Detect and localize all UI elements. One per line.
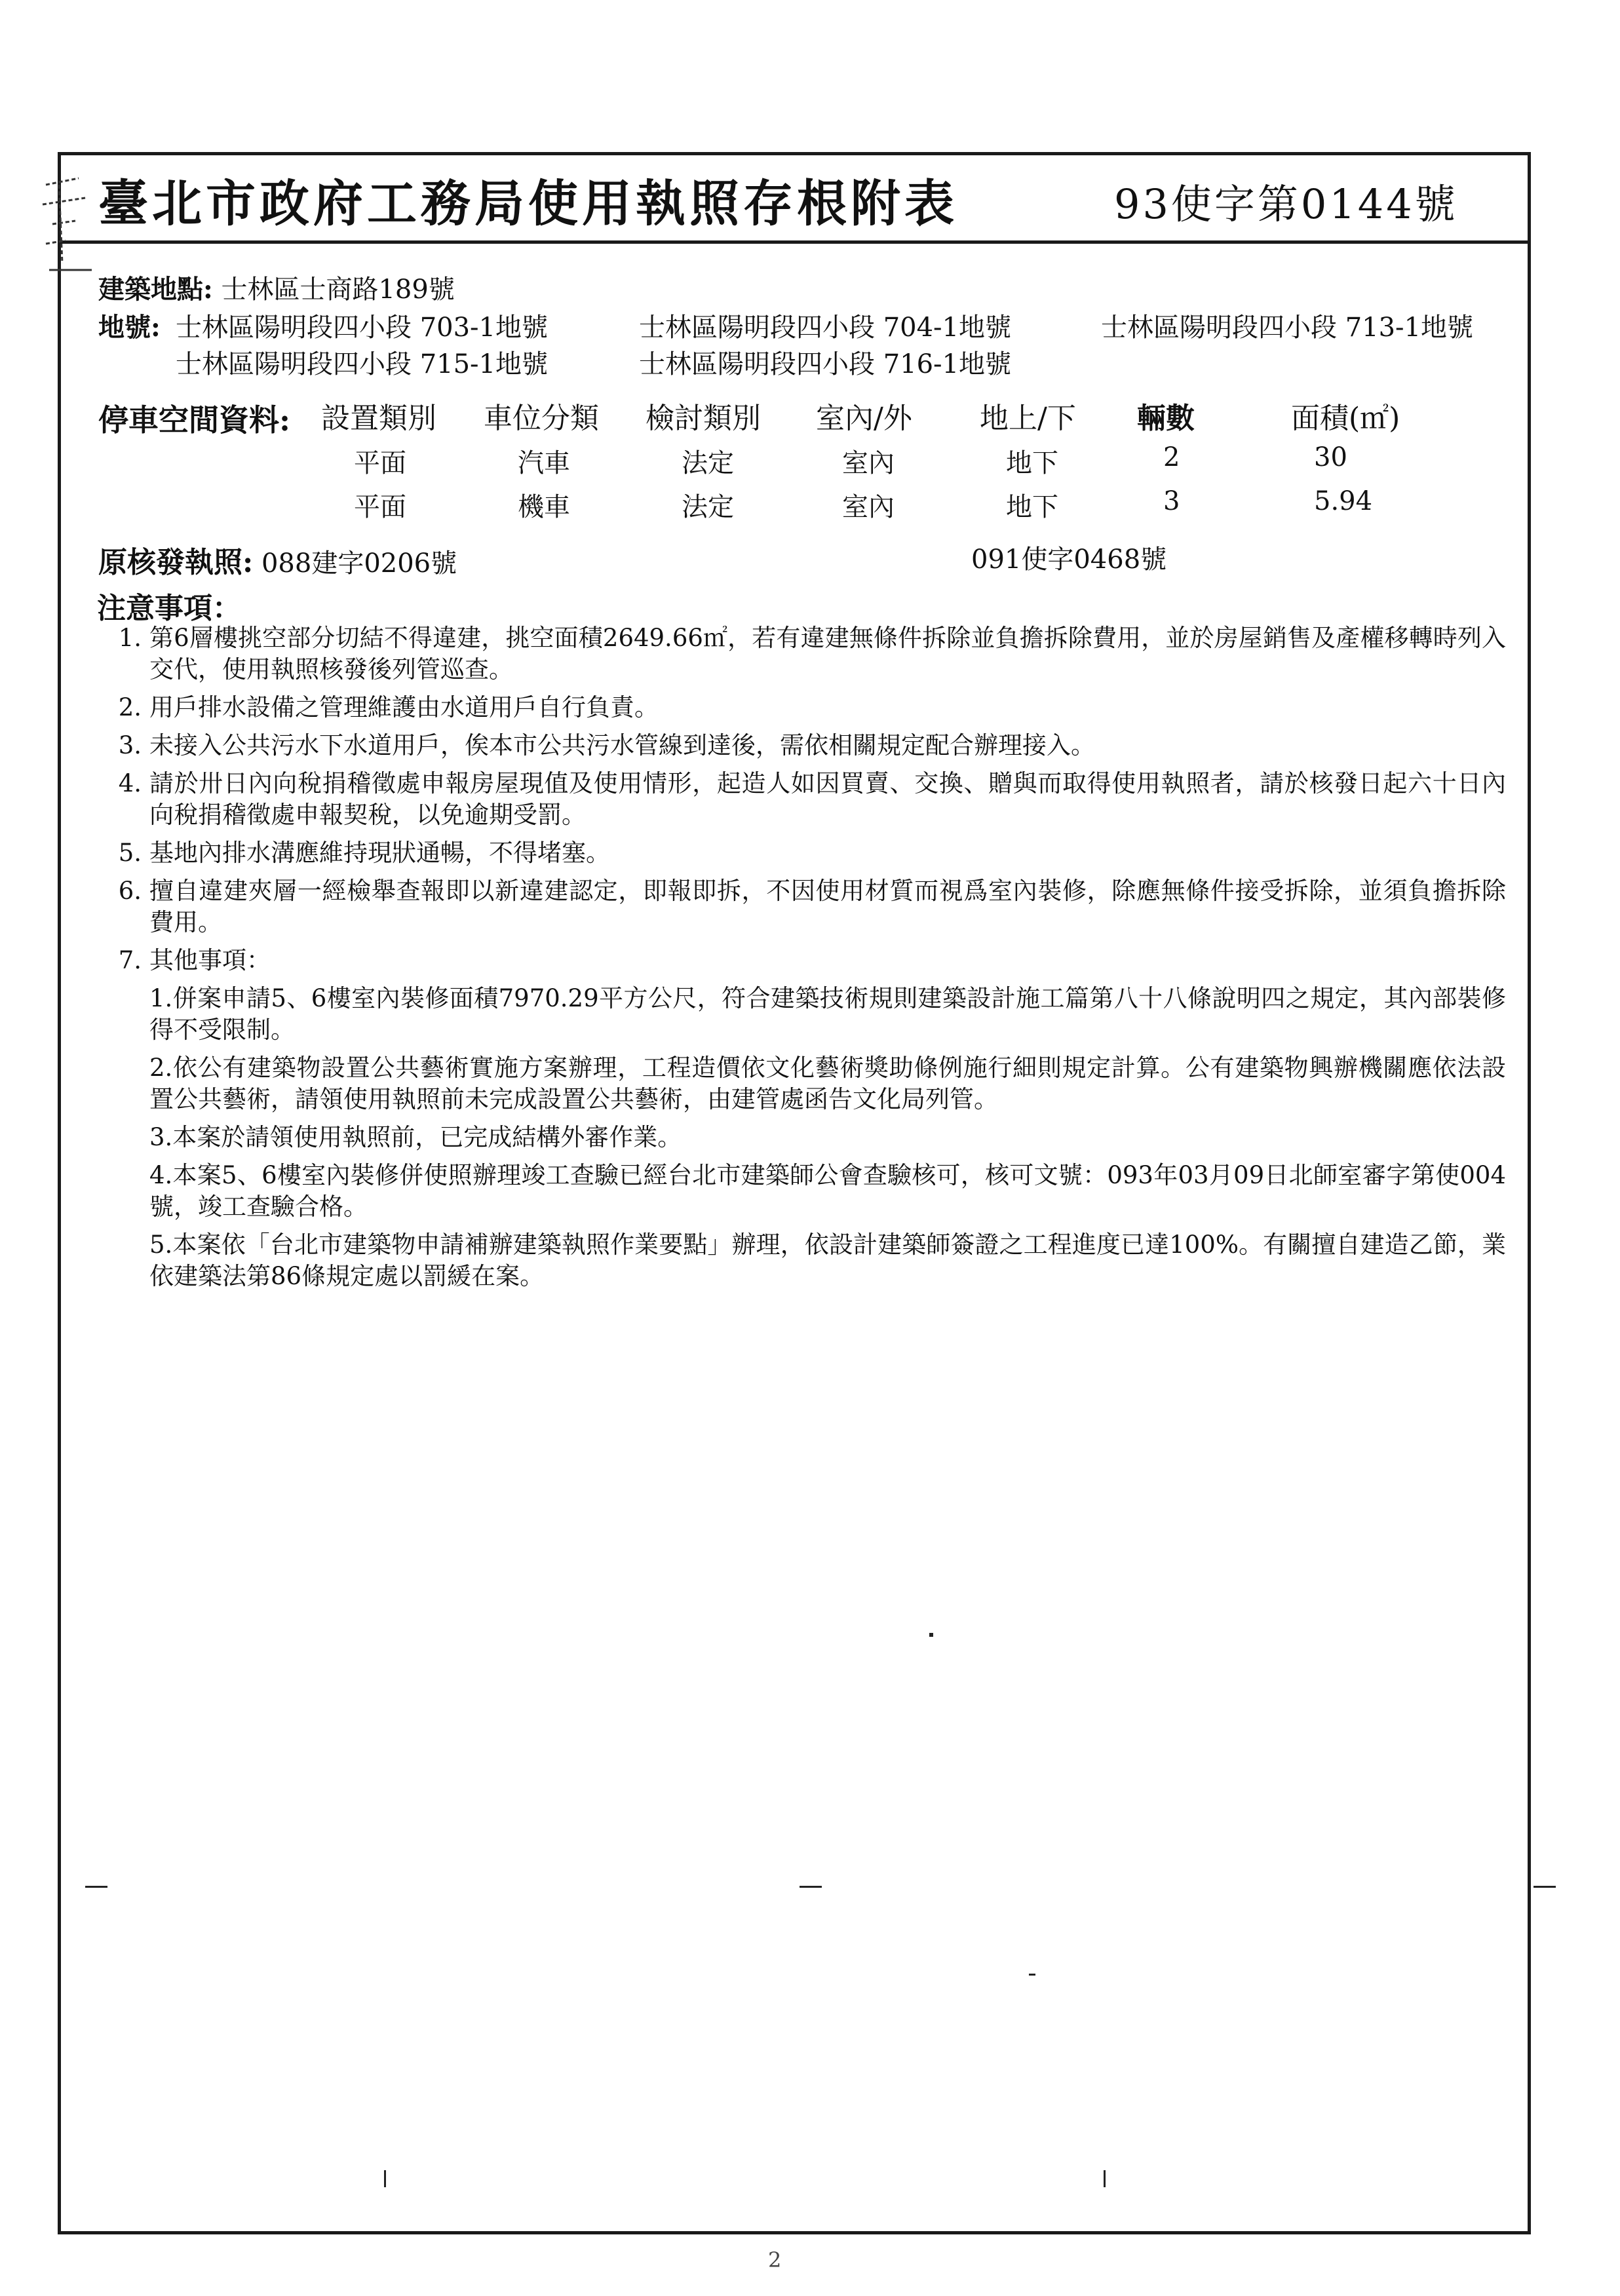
notes-list (97, 622, 1506, 1299)
scan-dot (929, 1633, 933, 1637)
scan-dash (800, 1886, 822, 1888)
lot-item: 士林區陽明段四小段 715-1地號 (176, 349, 549, 379)
parking-cell: 平面 (354, 492, 406, 522)
lot-label: 地號: (98, 312, 161, 343)
note-item: 6. 擅自違建夾層一經檢舉查報即以新違建認定，即報即拆，不因使用材質而視爲室內裝修，除應無條件接受拆除，並須負擔拆除費用。 (118, 877, 1506, 936)
site-address-row (98, 269, 455, 306)
parking-cell: 機車 (518, 492, 570, 522)
parking-cell: 法定 (682, 448, 734, 478)
notes-title: 注意事項： (97, 592, 241, 625)
original-permit-row (98, 539, 457, 581)
page-number: 2 (768, 2248, 782, 2272)
parking-cell: 地下 (1006, 492, 1058, 522)
parking-label: 停車空間資料: (98, 402, 290, 438)
parking-cell: 法定 (682, 492, 734, 522)
parking-cell: 汽車 (518, 448, 570, 478)
scan-dash (1029, 1974, 1035, 1976)
scan-dash (1533, 1886, 1556, 1888)
scan-tick (384, 2170, 386, 2187)
parking-cell: 室內 (842, 448, 895, 478)
note-item: 5. 基地內排水溝應維持現狀通暢，不得堵塞。 (118, 839, 610, 867)
parking-cell: 室內 (842, 492, 895, 522)
parking-cell: 地下 (1006, 448, 1058, 478)
parking-header: 室內/外 (816, 402, 912, 435)
parking-header: 地上/下 (980, 402, 1076, 435)
lot-item: 士林區陽明段四小段 704-1地號 (639, 313, 1012, 343)
permit-number: 93使字第0144號 (1114, 180, 1458, 228)
parking-cell: 30 (1314, 442, 1347, 472)
lot-item: 士林區陽明段四小段 716-1地號 (639, 349, 1012, 379)
note-sub-item: 3.本案於請領使用執照前，已完成結構外審作業。 (149, 1123, 682, 1151)
parking-header: 面積(㎡) (1291, 402, 1400, 435)
parking-header: 設置類別 (321, 402, 436, 435)
note-sub-item: 4.本案5、6樓室內裝修併使照辦理竣工查驗已經台北市建築師公會查驗核可，核可文號：093年03月09日北師室審字第使004號，竣工查驗合格。 (149, 1161, 1506, 1221)
note-item: 3. 未接入公共污水下水道用戶，俟本市公共污水管線到達後，需依相關規定配合辦理接入。 (118, 731, 1095, 759)
note-item: 4. 請於卅日內向稅捐稽徵處申報房屋現值及使用情形，起造人如因買賣、交換、贈與而取得使用執照者，請於核發日起六十日內向稅捐稽徵處申報契稅，以免逾期受罰。 (118, 769, 1506, 829)
parking-cell: 2 (1163, 442, 1180, 472)
note-sub-item: 1.併案申請5、6樓室內裝修面積7970.29平方公尺，符合建築技術規則建築設計施工篇第八十八條說明四之規定，其內部裝修得不受限制。 (149, 984, 1506, 1044)
note-sub-item: 2.依公有建築物設置公共藝術實施方案辦理，工程造價依文化藝術獎助條例施行細則規定計算。公有建築物興辦機關應依法設置公共藝術，請領使用執照前未完成設置公共藝術，由建管處函告文化局列管。 (149, 1054, 1506, 1113)
original-permit-value: 088建字0206號 (261, 548, 457, 579)
page-title: 臺北市政府工務局使用執照存根附表 (98, 174, 958, 233)
site-address-value: 士林區士商路189號 (221, 275, 455, 305)
parking-cell: 3 (1163, 486, 1180, 516)
lot-item: 士林區陽明段四小段 713-1地號 (1101, 313, 1474, 343)
original-permit-value-2: 091使字0468號 (971, 545, 1167, 575)
original-permit-label: 原核發執照: (98, 546, 254, 579)
parking-header: 檢討類別 (646, 402, 761, 435)
parking-header: 輛數 (1137, 402, 1195, 435)
lot-item: 士林區陽明段四小段 703-1地號 (176, 313, 549, 343)
scan-tick (1104, 2170, 1106, 2187)
parking-cell: 平面 (354, 448, 406, 478)
note-item: 2. 用戶排水設備之管理維護由水道用戶自行負責。 (118, 693, 659, 721)
note-item: 7. 其他事項： (118, 946, 271, 974)
note-item: 1. 第6層樓挑空部分切結不得違建，挑空面積2649.66㎡，若有違建無條件拆除並負擔拆除費用，並於房屋銷售及產權移轉時列入交代，使用執照核發後列管巡查。 (118, 624, 1506, 683)
parking-header: 車位分類 (484, 402, 599, 435)
parking-cell: 5.94 (1314, 486, 1373, 516)
note-sub-item: 5.本案依「台北市建築物申請補辦建築執照作業要點」辦理，依設計建築師簽證之工程進度已達100%。有關擅自建造乙節，業依建築法第86條規定處以罰緩在案。 (149, 1231, 1506, 1290)
scan-dash (85, 1886, 107, 1888)
site-address-label: 建築地點: (98, 274, 213, 305)
